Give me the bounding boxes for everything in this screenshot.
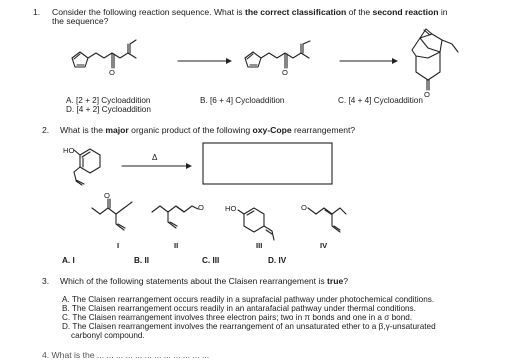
q1-stem-bold2: second reaction <box>372 7 439 17</box>
q1-stem-bold: the correct classification <box>245 7 347 17</box>
q1-oxygen-2: O <box>282 68 288 77</box>
q2-structure-I <box>92 199 132 230</box>
q3-choice-d-continued: carbonyl compound. <box>71 331 145 340</box>
q2-stem-post: rearrangement? <box>291 125 356 135</box>
q1-choice-b[interactable]: B. [6 + 4] Cycloaddition <box>200 96 285 105</box>
q1-number: 1. <box>33 7 41 17</box>
q2-structure-I-oxygen: O <box>104 191 110 200</box>
q3-number: 3. <box>42 276 50 286</box>
q2-structure-IV <box>308 208 346 232</box>
q2-numeral-II: II <box>174 241 179 250</box>
q1-arrow-1-head <box>226 58 232 64</box>
q1-oxygen-3: O <box>424 90 430 99</box>
q1-oxygen-1: O <box>109 68 115 77</box>
q3-stem-pre: Which of the following statements about the Claisen rearrangement is <box>60 276 328 286</box>
q2-numeral-III: III <box>256 241 263 250</box>
q2-structure-II <box>152 206 198 228</box>
q2-choice-a[interactable]: A. I <box>62 256 75 265</box>
q2-answer-box <box>203 143 332 184</box>
q1-choice-c[interactable]: C. [4 + 4] Cycloaddition <box>338 96 423 105</box>
q2-choice-b[interactable]: B. II <box>134 256 150 265</box>
q3-choice-c[interactable]: C. The Claisen rearrangement involves three electron pairs; two in π bonds and one in a σ bond. <box>62 313 413 322</box>
q3-choice-d[interactable]: D. The Claisen rearrangement involves the rearrangement of an unsaturated ether to a β,γ-unsaturated <box>62 322 436 331</box>
q1-reactant-structure <box>72 40 136 68</box>
q2-reactant-label: HO <box>63 146 75 155</box>
q1-product-structure <box>412 29 458 90</box>
q1-arrow-2-head <box>392 58 398 64</box>
q2-stem-bold2: oxy-Cope <box>252 125 292 135</box>
q2-reactant-structure <box>74 149 100 185</box>
q1-stem-pre: Consider the following reaction sequence. What is <box>52 7 245 17</box>
q2-stem <box>60 125 355 135</box>
q2-number: 2. <box>42 125 50 135</box>
q2-numeral-I: I <box>117 241 120 250</box>
q3-stem-post: ? <box>343 276 349 286</box>
q2-structure-III <box>238 208 274 240</box>
q1-intermediate-structure <box>245 41 310 68</box>
q1-choice-d[interactable]: D. [4 + 2] Cycloaddition <box>66 105 151 114</box>
q2-stem-bold1: major <box>105 125 129 135</box>
q3-stem <box>60 276 348 286</box>
q2-arrow-head <box>186 163 192 169</box>
q2-heat-symbol: Δ <box>152 153 158 162</box>
q3-choice-b[interactable]: B. The Claisen rearrangement occurs readily in an antarafacial pathway under thermal conditions. <box>62 304 416 313</box>
q1-stem-post: in <box>438 7 448 17</box>
q2-numeral-IV: IV <box>320 241 328 250</box>
q4-partial-stem: 4. What is the ... ... ... ... ... ... ... ... ... ... ... ... <box>42 350 210 360</box>
q2-stem-pre: What is the <box>60 125 106 135</box>
q3-choice-a[interactable]: A. The Claisen rearrangement occurs readily in a suprafacial pathway under photochemical conditions. <box>62 295 435 304</box>
q2-structure-IV-oxygen: O <box>301 203 307 212</box>
q1-stem-mid: of the <box>346 7 373 17</box>
q2-choice-d[interactable]: D. IV <box>268 256 287 265</box>
q2-structure-II-oxygen: O <box>198 203 204 212</box>
q3-stem-bold: true <box>327 276 344 286</box>
q1-choice-a[interactable]: A. [2 + 2] Cycloaddition <box>66 96 151 105</box>
q2-choice-c[interactable]: C. III <box>202 256 220 265</box>
q2-structure-III-label: HO <box>225 204 237 213</box>
q1-stem-line2: the sequence? <box>52 16 109 26</box>
q2-stem-mid: organic product of the following <box>128 125 253 135</box>
